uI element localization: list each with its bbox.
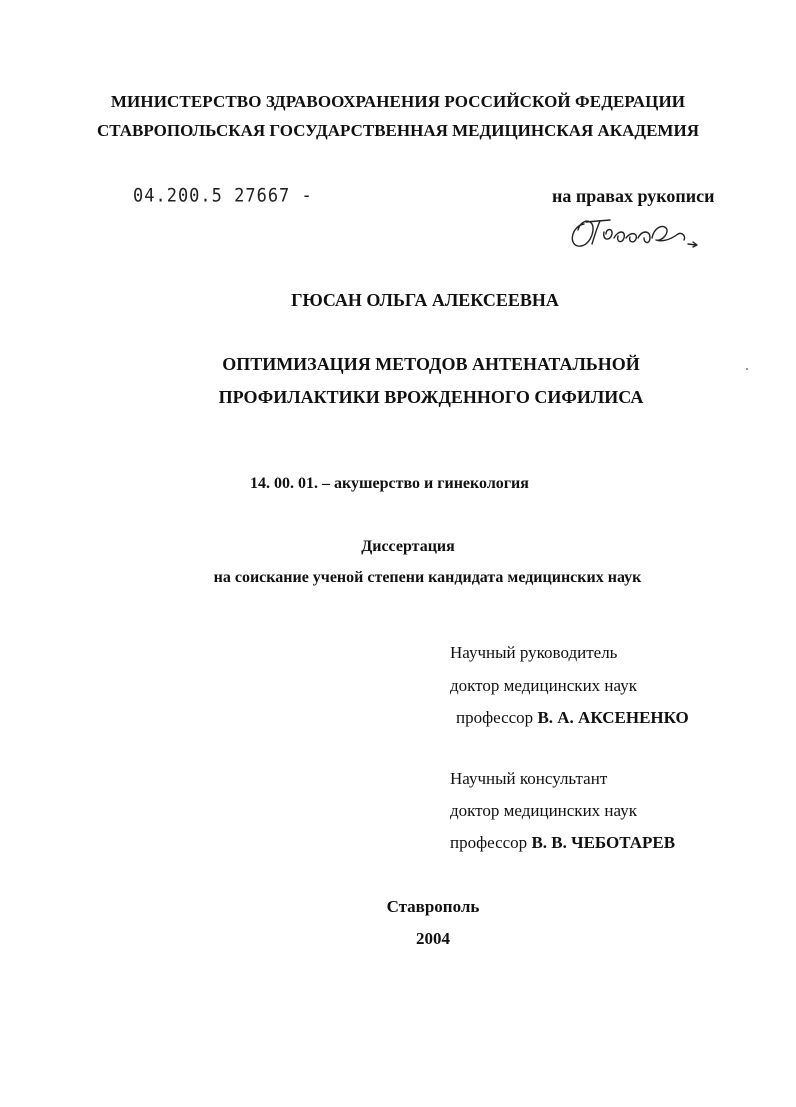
supervisor-role: Научный руководитель (450, 643, 618, 662)
supervisor-title-prefix: профессор (456, 708, 534, 727)
academy-heading: СТАВРОПОЛЬСКАЯ ГОСУДАРСТВЕННАЯ МЕДИЦИНСКАЯ АКАДЕМИЯ (97, 121, 699, 140)
specialty-code: 14. 00. 01. – акушерство и гинекология (250, 475, 529, 492)
consultant-name: В. В. ЧЕБОТАРЕВ (531, 833, 676, 852)
scan-speck (746, 368, 748, 370)
thesis-title-line-1: ОПТИМИЗАЦИЯ МЕТОДОВ АНТЕНАТАЛЬНОЙ (222, 354, 640, 374)
consultant-degree: доктор медицинских наук (450, 801, 637, 820)
author-name: ГЮСАН ОЛЬГА АЛЕКСЕЕВНА (291, 290, 559, 310)
consultant-role: Научный консультант (450, 769, 608, 788)
manuscript-rights-label: на правах рукописи (552, 186, 715, 206)
city: Ставрополь (386, 897, 480, 916)
consultant-title-prefix: профессор (450, 833, 528, 852)
year: 2004 (416, 929, 450, 948)
supervisor-name: В. А. АКСЕНЕНКО (537, 708, 689, 727)
consultant-name-line (450, 833, 675, 853)
supervisor-name-line (456, 708, 689, 728)
thesis-title-line-2: ПРОФИЛАКТИКИ ВРОЖДЕННОГО СИФИЛИСА (218, 387, 644, 407)
supervisor-degree: доктор медицинских наук (450, 676, 637, 695)
handwritten-signature (566, 210, 716, 260)
dissertation-label: Диссертация (361, 538, 455, 555)
degree-statement: на соискание ученой степени кандидата медицинских наук (213, 569, 642, 586)
ministry-heading: МИНИСТЕРСТВО ЗДРАВООХРАНЕНИЯ РОССИЙСКОЙ ФЕДЕРАЦИИ (110, 92, 686, 111)
stamp-code: 04.200.5 27667 - (133, 185, 313, 207)
